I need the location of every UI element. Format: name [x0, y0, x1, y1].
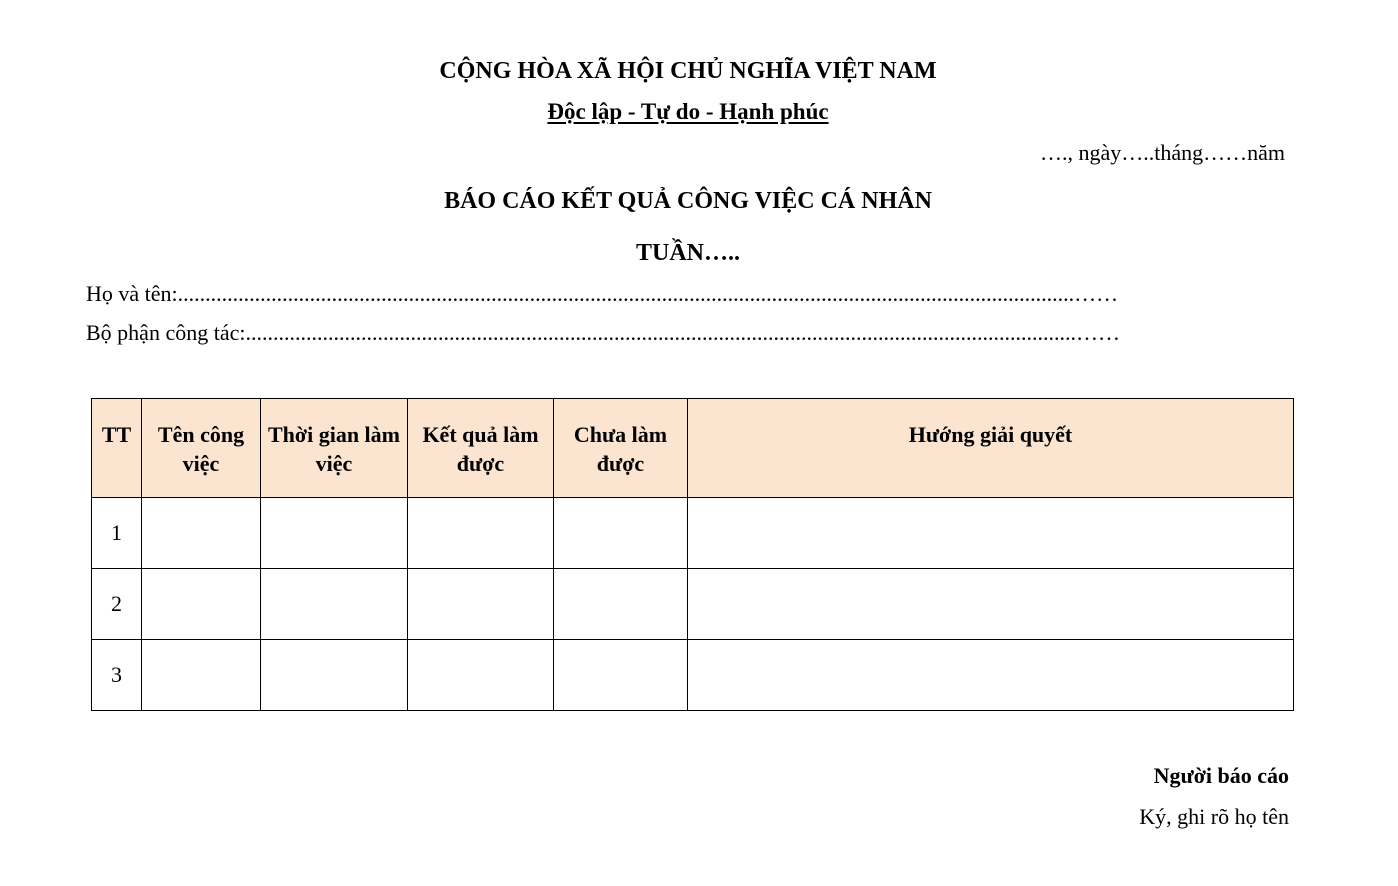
cell-work-time[interactable] — [261, 498, 408, 569]
header-task-name: Tên công việc — [142, 399, 261, 498]
name-field — [86, 281, 1286, 307]
national-title: CỘNG HÒA XÃ HỘI CHỦ NGHĨA VIỆT NAM — [439, 58, 937, 84]
report-table — [91, 398, 1294, 711]
table-row — [92, 569, 1294, 640]
signer-role: Người báo cáo — [1153, 763, 1289, 788]
department-field — [86, 320, 1286, 346]
name-dots: ...................................................................................................................................................................…… — [177, 281, 1119, 306]
table-row — [92, 640, 1294, 711]
motto-text: Độc lập - Tự do - Hạnh phúc — [547, 99, 829, 124]
cell-results[interactable] — [408, 640, 554, 711]
table-row — [92, 498, 1294, 569]
cell-not-done[interactable] — [554, 498, 688, 569]
national-motto — [0, 99, 1376, 125]
report-title: BÁO CÁO KẾT QUẢ CÔNG VIỆC CÁ NHÂN — [444, 188, 932, 214]
cell-results[interactable] — [408, 569, 554, 640]
header-tt: TT — [92, 399, 142, 498]
cell-work-time[interactable] — [261, 640, 408, 711]
report-week: TUẦN….. — [635, 240, 740, 266]
header-solution: Hướng giải quyết — [688, 399, 1294, 498]
cell-task-name[interactable] — [142, 498, 261, 569]
cell-task-name[interactable] — [142, 640, 261, 711]
department-label: Bộ phận công tác: — [86, 320, 246, 345]
date-line: …., ngày…..tháng……năm — [1039, 140, 1285, 165]
row-number: 2 — [92, 569, 142, 640]
cell-not-done[interactable] — [554, 569, 688, 640]
cell-results[interactable] — [408, 498, 554, 569]
cell-not-done[interactable] — [554, 640, 688, 711]
cell-work-time[interactable] — [261, 569, 408, 640]
cell-task-name[interactable] — [142, 569, 261, 640]
header-not-done: Chưa làm được — [554, 399, 688, 498]
cell-solution[interactable] — [688, 498, 1294, 569]
cell-solution[interactable] — [688, 569, 1294, 640]
cell-solution[interactable] — [688, 640, 1294, 711]
signature-note: Ký, ghi rõ họ tên — [1139, 804, 1289, 829]
header-work-time: Thời gian làm việc — [261, 399, 408, 498]
row-number: 1 — [92, 498, 142, 569]
header-results: Kết quả làm được — [408, 399, 554, 498]
name-label: Họ và tên: — [86, 281, 178, 306]
department-dots: .......................................................................................................................................................…… — [245, 320, 1120, 345]
table-header-row — [92, 399, 1294, 498]
row-number: 3 — [92, 640, 142, 711]
